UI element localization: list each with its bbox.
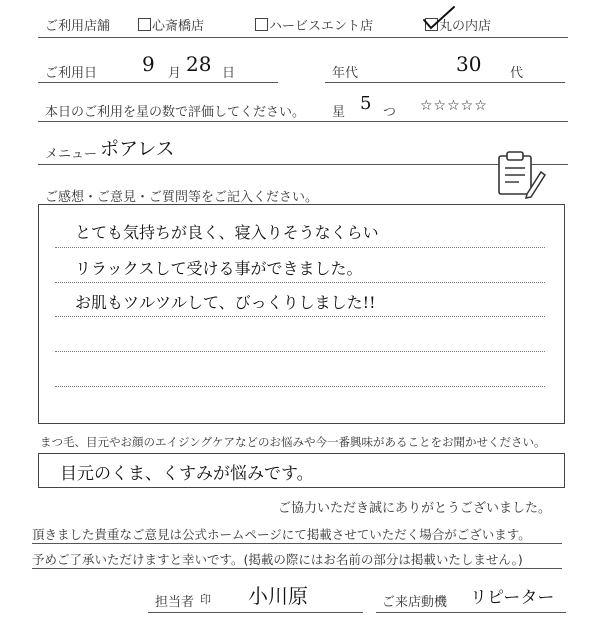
publication-note-2: 予めご了承いただけますと幸いです。(掲載の際にはお名前の部分は掲載いたしません。) <box>32 552 523 567</box>
menu-value: ポアレス <box>100 138 175 160</box>
publication-note: 頂きました貴重なご意見は公式ホームページにて掲載させていただく場合がございます。 <box>32 527 531 542</box>
store-label: ご利用店舗 <box>45 19 111 34</box>
visit-motive-label: ご来店動機 <box>382 595 448 610</box>
visit-motive-value: リピーター <box>470 588 555 608</box>
visit-day-value: 28 <box>186 52 212 76</box>
handwritten-check-mark <box>420 4 460 32</box>
checkbox-empty-icon[interactable] <box>255 18 268 31</box>
store-option-shinsaibashi[interactable]: 心斎橋店 <box>138 15 204 34</box>
visit-month-value: 9 <box>142 52 155 76</box>
month-unit: 月 <box>168 66 182 81</box>
rating-stars-icon[interactable]: ☆☆☆☆☆ <box>420 98 488 114</box>
comment-line: リラックスして受ける事ができました。 <box>75 259 363 278</box>
clipboard-pen-icon <box>493 150 547 200</box>
staff-value: 小川原 <box>248 584 308 608</box>
rating-value-unit: つ <box>383 105 397 120</box>
seal-icon: 印 <box>200 593 211 606</box>
rating-prompt: 本日のご利用を星の数で評価してください。 <box>45 105 306 120</box>
rating-value: 5 <box>360 93 372 114</box>
concerns-answer: 目元のくま、くすみが悩みです。 <box>60 464 314 484</box>
age-label: 年代 <box>332 66 359 81</box>
store-option-marunouchi[interactable]: 丸の内店 <box>425 15 491 34</box>
comment-line: お肌もツルツルして、びっくりしました!! <box>75 293 376 312</box>
concerns-prompt: まつ毛、目元やお顔のエイジングケアなどのお悩みや今一番興味があることをお聞かせください。 <box>40 435 546 449</box>
staff-label: 担当者 <box>155 595 195 610</box>
thanks-text: ご協力いただき誠にありがとうございました。 <box>278 501 552 516</box>
rating-star-label: 星 <box>332 105 346 120</box>
menu-label: メニュー <box>45 147 98 162</box>
comment-line: とても気持ちが良く、寝入りそうなくらい <box>75 223 379 242</box>
age-unit: 代 <box>510 66 524 81</box>
comments-label: ご感想・ご意見・ご質問等をご記入ください。 <box>45 190 319 205</box>
visit-date-label: ご利用日 <box>45 66 98 81</box>
store-option-herbis[interactable]: ハービスエント店 <box>255 15 373 34</box>
day-unit: 日 <box>222 66 236 81</box>
age-value: 30 <box>456 52 482 76</box>
checkbox-empty-icon[interactable] <box>138 18 151 31</box>
